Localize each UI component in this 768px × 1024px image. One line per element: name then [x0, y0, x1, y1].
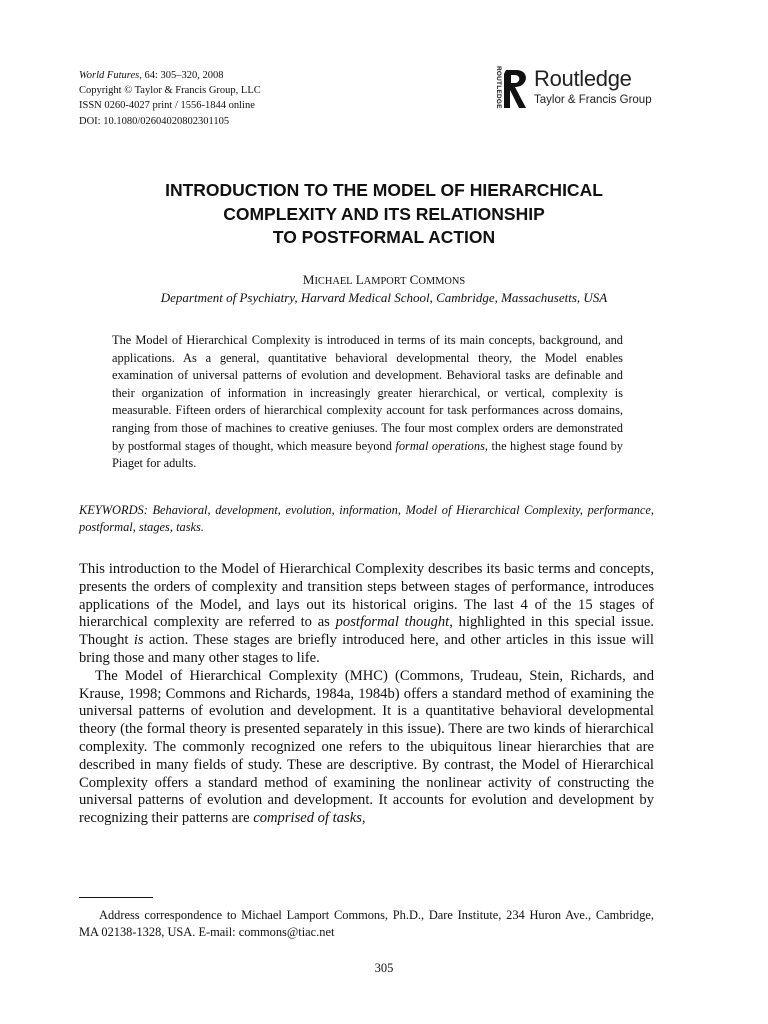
title-line: COMPLEXITY AND ITS RELATIONSHIP [223, 203, 545, 224]
author-initial: C [409, 272, 419, 287]
author-affiliation: Department of Psychiatry, Harvard Medical School, Cambridge, Massachusetts, USA [160, 290, 608, 305]
publisher-logo [492, 66, 662, 114]
journal-header [79, 68, 261, 129]
title-line: TO POSTFORMAL ACTION [272, 227, 496, 247]
author-name [0, 272, 768, 288]
journal-volume: , 64: 305–320, 2008 [139, 70, 224, 81]
author-smallcaps: ICHAEL [314, 276, 353, 287]
abstract [112, 332, 623, 473]
text-run: The Model of Hierarchical Complexity (MHC) (Commons, Trudeau, Stein, Richards, and Krause, 1998; Commons and Richards, 1984a, 1984b) offers a standard method of examining the universal patterns of evolution and development. It is a quantitative behavioral developmental theory (the formal theory is presented separately in this issue). There are two kinds of hierarchical complexity. The commonly recognized one refers to the ubiquitous linear hierarchies that are described in many fields of study. These are descriptive. By contrast, the Model of Hierarchical Complexity offers a standard method of examining the nonlinear activity of constructing the universal patterns of evolution and development. It accounts for evolution and development by recognizing their patterns are [79, 667, 654, 827]
text-run: This introduction to the Model of Hierarchical Complexity describes its basic terms and concepts, presents the orders of complexity and transition steps between stages of performance, introduces applications of the Model, and lays out its historical origins. The last 4 of the 15 stages of hierarchical complexity are referred to as [79, 561, 654, 631]
italic-run: comprised of tasks [253, 810, 362, 827]
logo-subtitle: Taylor & Francis Group [534, 94, 652, 106]
article-title [60, 179, 708, 250]
routledge-r-icon [502, 68, 530, 110]
page-number: 305 [374, 961, 394, 975]
logo-vertical-text: ROUTLEDGE [495, 66, 502, 109]
abstract-tail: the highest stage found by Piaget for adults. [112, 438, 623, 471]
author-initial: M [302, 272, 315, 287]
title-line: INTRODUCTION TO THE MODEL OF HIERARCHICAL [165, 180, 603, 200]
italic-run: postformal thought, [335, 614, 453, 631]
abstract-italic: formal operations, [395, 438, 488, 453]
author-smallcaps: AMPORT [363, 276, 407, 287]
author-initial: L [355, 272, 364, 287]
issn-line: ISSN 0260-4027 print / 1556-1844 online [79, 100, 255, 112]
journal-name: World Futures [79, 70, 140, 81]
logo-name: Routledge [534, 66, 632, 91]
keywords [79, 502, 654, 536]
keywords-label: KEYWORDS: [79, 503, 148, 517]
body-text [79, 561, 654, 828]
footnote-rule [79, 897, 153, 898]
journal-citation [79, 68, 261, 83]
body-paragraph [79, 668, 654, 828]
keywords-text: Behavioral, development, evolution, information, Model of Hierarchical Complexity, performance, postformal, stages, tasks. [79, 503, 654, 534]
italic-run: is [133, 632, 144, 649]
abstract-text: The Model of Hierarchical Complexity is introduced in terms of its main concepts, background, and applications. As a general, quantitative behavioral developmental theory, the Model enables examination of universal patterns of evolution and development. Behavioral tasks are definable and their organization of information in increasingly greater hierarchical, or vertical, complexity is measurable. Fifteen orders of hierarchical complexity account for task performances across domains, ranging from those of machines to creative geniuses. The four most complex orders are demonstrated by postformal stages of thought, which measure beyond [112, 333, 623, 453]
author-smallcaps: OMMONS [418, 276, 466, 287]
body-paragraph [79, 561, 654, 668]
copyright-line: Copyright © Taylor & Francis Group, LLC [79, 85, 261, 97]
footnote: Address correspondence to Michael Lamport Commons, Ph.D., Dare Institute, 234 Huron Ave., Cambridge, MA 02138-1328, USA. E-mail: commons@tiac.net [79, 908, 654, 940]
doi-line: DOI: 10.1080/02604020802301105 [79, 115, 230, 127]
text-run: action. These stages are briefly introduced here, and other articles in this issue will bring those and many other stages to life. [79, 632, 654, 666]
text-run: , [361, 810, 366, 827]
text-run: highlighted in this special issue. Thought [79, 614, 654, 649]
